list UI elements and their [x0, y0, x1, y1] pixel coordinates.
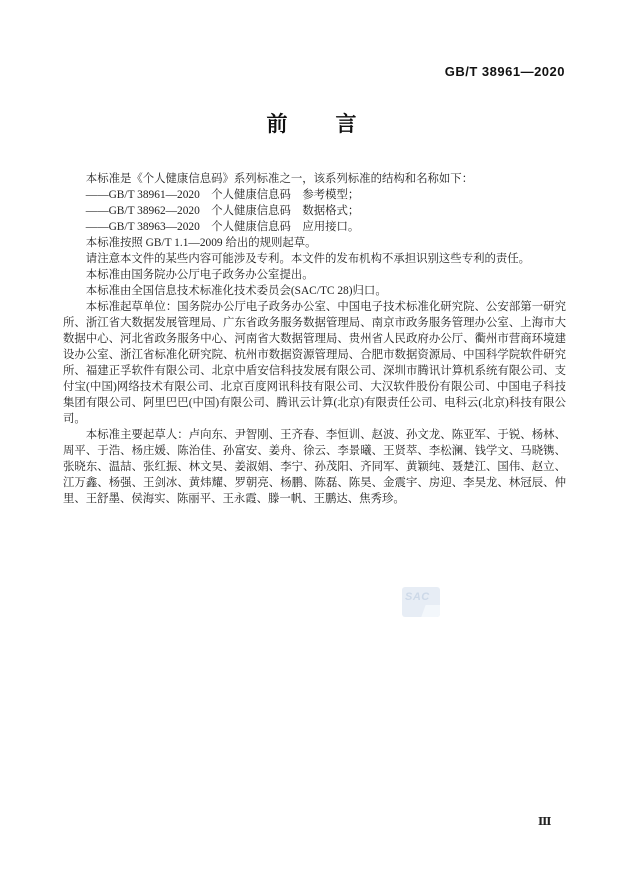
- paragraph: 本标准由国务院办公厅电子政务办公室提出。: [85, 269, 314, 281]
- foreword-body: [63, 171, 566, 507]
- paragraph: ——GB/T 38963—2020 个人健康信息码 应用接口。: [85, 221, 360, 233]
- paragraph: 本标准主要起草人：卢向东、尹智刚、王齐春、李恒训、赵波、孙文龙、陈亚军、于锐、杨林、周平、于浩、杨庄媛、陈治佳、孙富安、姜舟、徐云、李景曦、王贤萃、李松澜、钱学文、马晓镌、张晓东、温喆、张红振、林文昊、姜淑娟、李宁、孙茂阳、齐同军、黄颖纯、聂楚江、国伟、赵立、江万鑫、杨强、王剑冰、黄炜耀、罗朝亮、杨鹏、陈磊、陈昊、金震宇、房迎、李昊龙、林冠辰、仲里、王舒墨、侯海实、陈丽平、王永霞、滕一帆、王鹏达、焦秀珍。: [63, 429, 566, 505]
- watermark-swoosh-shape: [418, 605, 440, 617]
- paragraph: ——GB/T 38962—2020 个人健康信息码 数据格式；: [85, 205, 360, 217]
- paragraph: ——GB/T 38961—2020 个人健康信息码 参考模型；: [85, 189, 360, 201]
- watermark-text: SAC: [405, 591, 430, 603]
- paragraph: 本标准起草单位：国务院办公厅电子政务办公室、中国电子技术标准化研究院、公安部第一研究所、浙江省大数据发展管理局、广东省政务服务数据管理局、南京市政务服务管理办公室、上海市大数据中心、河北省政务服务中心、河南省大数据管理局、贵州省人民政府办公厅、衢州市营商环境建设办公室、浙江省标准化研究院、杭州市数据资源管理局、合肥市数据资源局、中国科学院软件研究所、福建正孚软件有限公司、北京中盾安信科技发展有限公司、深圳市腾讯计算机系统有限公司、支付宝(中国)网络技术有限公司、北京百度网讯科技有限公司、大汉软件股份有限公司、中国电子科技集团有限公司、阿里巴巴(中国)有限公司、腾讯云计算(北京)有限责任公司、电科云(北京)科技有限公司。: [63, 301, 566, 425]
- page-title: 前 言: [266, 112, 359, 136]
- standard-number-header: GB/T 38961—2020: [444, 64, 565, 79]
- paragraph: 本标准是《个人健康信息码》系列标准之一，该系列标准的结构和名称如下：: [85, 173, 474, 185]
- page-number: Ⅲ: [538, 816, 552, 828]
- paragraph: 本标准按照 GB/T 1.1—2009 给出的规则起草。: [85, 237, 317, 249]
- paragraph: 请注意本文件的某些内容可能涉及专利。本文件的发布机构不承担识别这些专利的责任。: [85, 253, 531, 265]
- paragraph: 本标准由全国信息技术标准化技术委员会(SAC/TC 28)归口。: [85, 285, 387, 297]
- sac-watermark: [402, 587, 440, 617]
